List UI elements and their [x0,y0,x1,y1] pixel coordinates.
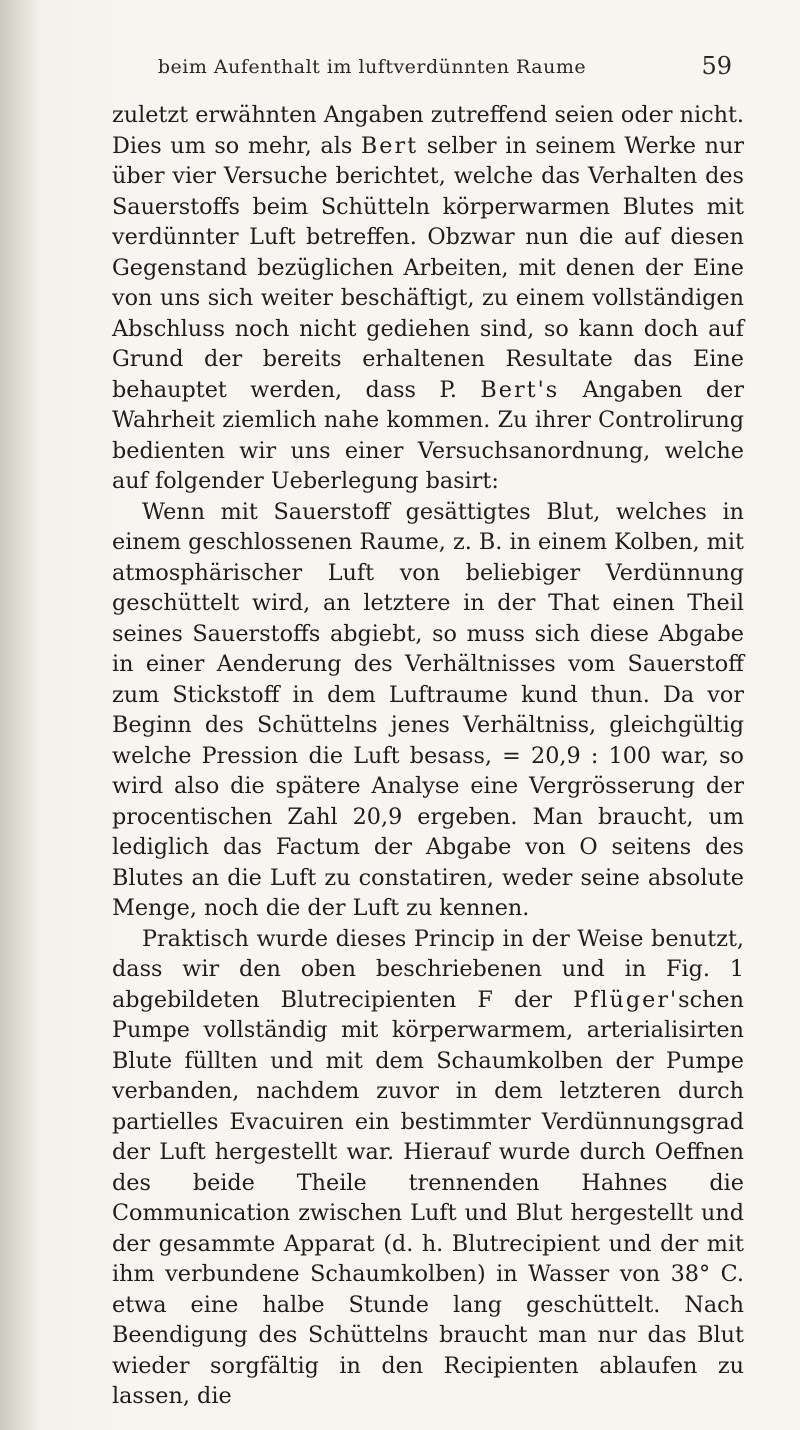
author-name-berts: Bert's [480,376,560,403]
running-title: beim Aufenthalt im luftverdünnten Raume [157,56,587,78]
paragraph-2: Wenn mit Sauerstoff gesättigtes Blut, welches in einem geschlossenen Raume, z. B. in einem Kolben, mit atmosphärischer Luft von beliebiger Verdünnung geschüttelt wird, an letztere in der That einen Theil seines Sauerstoffs abgiebt, so muss sich diese Abgabe in einer Aenderung des Verhältnisses vom Sauerstoff zum Stickstoff in dem Luftraume kund thun. Da vor Beginn des Schüttelns jenes Verhältniss, gleichgültig welche Pression die Luft besass, = 20,9 : 100 war, so wird also die spätere Analyse eine Vergrösserung der procentischen Zahl 20,9 ergeben. Man braucht, um lediglich das Factum der Abgabe von O seitens des Blutes an die Luft zu constatiren, weder seine absolute Menge, noch die der Luft zu kennen. [112,498,744,921]
paragraph-1 [112,100,744,497]
paragraph-1-text-end: Angaben der Wahrheit ziemlich nahe kommen. Zu ihrer Controlirung bedienten wir uns einer Versuchsanordnung, welche auf folgender Ueberlegung basirt: [112,376,744,494]
paragraph-1-text-cont: selber in seinem Werke nur über vier Versuche berichtet, welche das Verhalten des Sauerstoffs beim Schütteln körperwarmen Blutes mit verdünnter Luft betreffen. Obzwar nun die auf diesen Gegenstand bezüglichen Arbeiten, mit denen der Eine von uns sich weiter beschäftigt, zu einem vollständigen Abschluss noch nicht gediehen sind, so kann doch auf Grund der bereits erhaltenen Resultate das Eine behauptet werden, dass P. [112,132,744,403]
paragraph-3-text: Praktisch wurde dieses Princip in der Weise benutzt, dass wir den oben beschriebenen und in Fig. 1 abgebildeten Blutrecipienten F der [112,925,744,1013]
running-header [112,48,732,88]
page-gutter-shadow [0,0,40,1430]
paragraph-3 [112,924,744,1412]
body-text [112,100,744,1412]
paragraph-3-text-cont: schen Pumpe vollständig mit körperwarmem, arterialisirten Blute füllten und mit dem Schaumkolben der Pumpe verbanden, nachdem zuvor in dem letzteren durch partielles Evacuiren ein bestimmter Verdünnungsgrad der Luft hergestellt war. Hierauf wurde durch Oeffnen des beide Theile trennenden Hahnes die Communication zwischen Luft und Blut hergestellt und der gesammte Apparat (d. h. Blutrecipient und der mit ihm verbundene Schaumkolben) in Wasser von 38° C. etwa eine halbe Stunde lang geschüttelt. Nach Beendigung des Schüttelns braucht man nur das Blut wieder sorgfältig in den Recipienten ablaufen zu lassen, die [112,986,744,1409]
author-name-bert: Bert [360,132,419,159]
author-name-pflueger: Pflüger' [573,986,679,1013]
paragraph-1-text: zuletzt erwähnten Angaben zutreffend seien oder nicht. Dies um so mehr, als [112,102,744,159]
page-number: 59 [701,52,732,80]
